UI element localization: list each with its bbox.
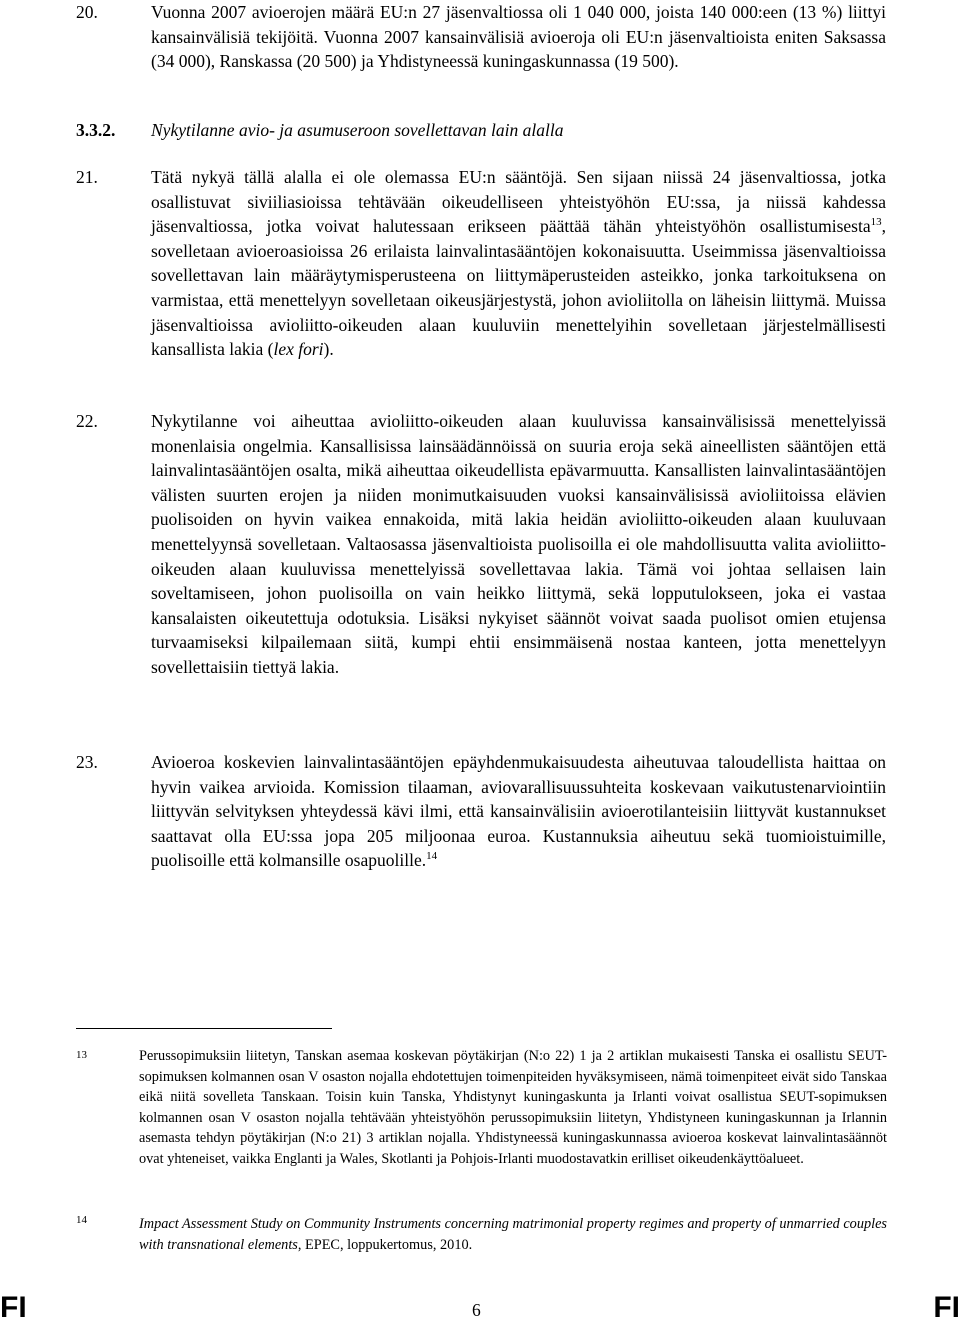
paragraph-text — [151, 165, 886, 362]
footnote-text-part: , EPEC, loppukertomus, 2010. — [297, 1236, 473, 1253]
language-code-left: FI — [0, 1291, 27, 1324]
footnote-separator — [76, 1028, 332, 1029]
paragraph-text: Vuonna 2007 avioerojen määrä EU:n 27 jäsenvaltiossa oli 1 040 000, joista 140 000:een (13 %) liittyi kansainvälisiä tekijöitä. Vuonna 2007 kansainvälisiä avioeroja oli EU:n jäsenvaltioista eniten Saksassa (34 000), Ranskassa (20 500) ja Yhdistyneessä kuningaskunnassa (19 500). — [151, 2, 886, 72]
footnote-number: 13 — [76, 1049, 87, 1061]
page-number: 6 — [472, 1300, 481, 1320]
paragraph-text-part: Avioeroa koskevien lainvalintasääntöjen epäyhdenmukaisuudesta aiheutuvaa taloudellista haittaa on hyvin vaikea arvioida. Komission tilaaman, aviovarallisuussuhteita koskevaan vaikutustenarviointiin liittyvän selvityksen yhteydessä kävi ilmi, että kansainvälisiin avioerotilanteisiin liittyvät kustannukset saattavat olla EU:ssa jopa 205 miljoonaa euroa. Kustannuksia aiheutuu sekä tuomioistuimille, puolisoille että kolmansille osapuolille. — [151, 752, 886, 871]
footnote-ref-14[interactable]: 14 — [426, 850, 438, 863]
paragraph-number: 20. — [76, 2, 98, 22]
footnote-title: Impact Assessment Study on Community Instruments concerning matrimonial property regimes and property of unmarried couples with transnational elements — [139, 1216, 887, 1253]
language-code-right: FI — [933, 1291, 960, 1324]
paragraph-text-part: , sovelletaan avioeroasioissa 26 erilaista lainvalintasääntöjen kokonaisuutta. Useimmissa jäsenvaltioissa sovellettavan lain määräytymisperusteena on liittymäperusteiden asteikko, jonka tarkoituksena on varmistaa, että menettelyyn sovelletaan oikeusjärjestystä, johon avioliitolla on läheisin liittymä. Muissa jäsenvaltioissa avioliitto-oikeuden alaan kuuluviin menettelyihin sovelletaan järjestelmällisesti kansallista lakia ( — [151, 216, 886, 360]
paragraph-text-part: ). — [323, 339, 334, 360]
italic-term: lex fori — [273, 339, 324, 360]
paragraph-text-part: Tätä nykyä tällä alalla ei ole olemassa EU:n sääntöjä. Sen sijaan niissä 24 jäsenvaltiossa, jotka osallistuvat siviiliasioissa tehtävään oikeudelliseen yhteistyöhön EU:ssa, ja niissä kahdessa jäsenvaltiossa, jotka voivat halutessaan erikseen päättää tähän yhteistyöhön osallistumisesta — [151, 167, 886, 237]
footnote-text — [139, 1214, 887, 1255]
paragraph-number: 21. — [76, 167, 98, 187]
paragraph-text — [151, 750, 886, 873]
footnote-text: Perussopimuksiin liitetyn, Tanskan asemaa koskevan pöytäkirjan (N:o 22) 1 ja 2 artiklan mukaisesti Tanska ei osallistu SEUT-sopimuksen kolmannen osan V osaston nojalla ehdotettujen toimenpiteiden hyväksymiseen, nämä toimenpiteet eivät sido Tanskaa eikä niitä sovelleta Tanskaan. Toisin kuin Tanska, Yhdistynyt kuningaskunta ja Irlanti voivat osallistua SEUT-sopimuksen kolmannen osan V osaston nojalla tehtävään yhteistyöhön perussopimuksiin liitetyn, Yhdistyneen kuningaskunnan ja Irlannin asemasta tehdyn pöytäkirjan (N:o 21) 3 artiklan nojalla. Yhdistyneessä kuningaskunnassa avioeroa koskevat lainvalintasäännöt ovat yhteneiset, vaikka Englanti ja Wales, Skotlanti ja Pohjois-Irlanti muodostavatkin erilliset oikeudenkäyttöalueet. — [139, 1048, 887, 1167]
paragraph-number: 22. — [76, 411, 98, 431]
page-footer — [0, 1290, 960, 1327]
paragraph-text: Nykytilanne voi aiheuttaa avioliitto-oikeuden alaan kuuluvissa kansainvälisissä menettelyissä monenlaisia ongelmia. Kansallisissa lainsäädännöissä on suuria eroja sekä aineellisten sääntöjen että lainvalintasääntöjen osalta, mikä aiheuttaa oikeudellista epävarmuutta. Kansallisten lainvalintasääntöjen välisten suurten erojen ja niiden monimutkaisuuden vuoksi kansainvälisissä avioliitoissa elävien puolisoiden on hyvin vaikea ennakoida, mitä lakia heidän avioliitto-oikeuden alaan kuuluvaan menettelyynsä sovelletaan. Valtaosassa jäsenvaltioista puolisoilla ei ole mahdollisuutta valita avioliitto-oikeuden alaan kuuluvissa menettelyissä sovellettavaa lakia. Tämä voi johtaa sellaisen lain soveltamiseen, johon puolisoilla on vain heikko liittymä, sekä lopputulokseen, joka ei vastaa kansalaisten oikeutettuja odotuksia. Lisäksi nykyiset säännöt voivat saada puolisot omien etujensa turvaamiseksi kilpailemaan siitä, kumpi ehtii ensimmäisenä nostaa kanteen, jotta menettelyyn sovellettaisiin tiettyä lakia. — [151, 411, 886, 677]
section-title: Nykytilanne avio- ja asumuseroon sovellettavan lain alalla — [151, 120, 564, 140]
footnote-ref-13[interactable]: 13 — [870, 216, 882, 229]
paragraph-number: 23. — [76, 752, 98, 772]
section-number: 3.3.2. — [76, 120, 116, 140]
footnote-number: 14 — [76, 1214, 87, 1226]
